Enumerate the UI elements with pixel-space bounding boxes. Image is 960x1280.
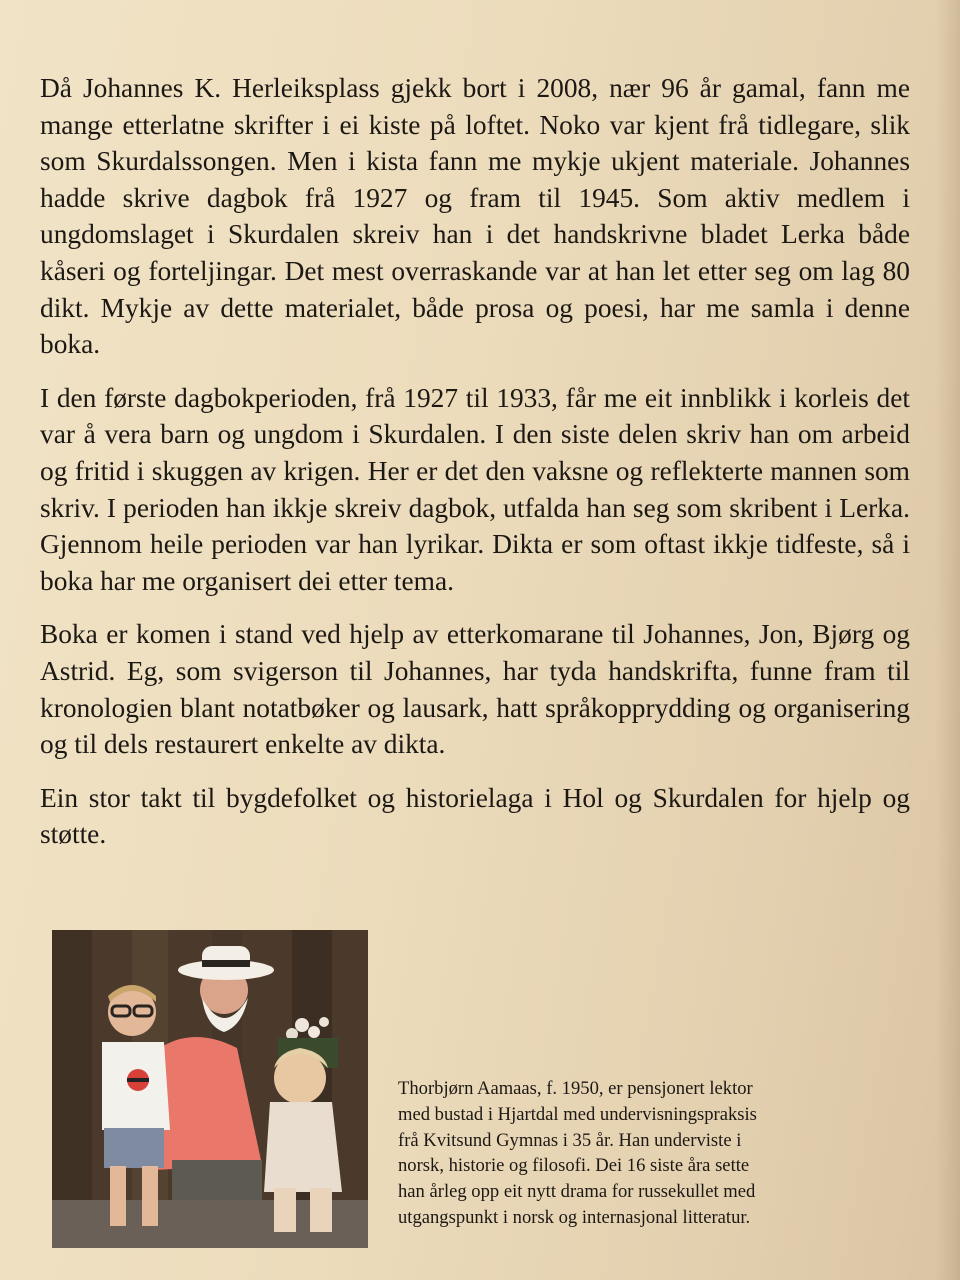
caption-line: han årleg opp eit nytt drama for russekullet med [398, 1181, 756, 1203]
paragraph-acknowledgement-family: Boka er komen i stand ved hjelp av etterkomarane til Johannes, Jon, Bjørg og Astrid. Eg, som svigerson til Johannes, har tyda handskrifta, funne fram til kronologien blant notatbøker og lausark, hatt språkopprydding og organisering og til dels restaurert enkelte av dikta. [40, 619, 910, 760]
blurb-text [40, 70, 910, 870]
caption-line: frå Kvitsund Gymnas i 35 år. Han underviste i [398, 1129, 742, 1151]
paragraph-intro: Då Johannes K. Herleiksplass gjekk bort i 2008, nær 96 år gamal, fann me mange etterlatne skrifter i ei kiste på loftet. Noko var kjent frå tidlegare, slik som Skurdalssongen. Men i kista fann me mykje ukjent materiale. Johannes hadde skrive dagbok frå 1927 og fram til 1945. Som aktiv medlem i ungdomslaget i Skurdalen skreiv han i det handskrivne bladet Lerka både kåseri og forteljingar. Det mest overraskande var at han let etter seg om lag 80 dikt. Mykje av dette materialet, både prosa og poesi, har me samla i denne boka. [40, 73, 910, 360]
author-bio-caption [398, 1076, 868, 1231]
paragraph-diary-periods: I den første dagbokperioden, frå 1927 til 1933, får me eit innblikk i korleis det var å vera barn og ungdom i Skurdalen. I den siste delen skriv han om arbeid og fritid i skuggen av krigen. Her er det den vaksne og reflekterte mannen som skriv. I perioden han ikkje skreiv dagbok, utfalda han seg som skribent i Lerka. Gjennom heile perioden var han lyrikar. Dikta er som oftast ikkje tidfeste, så i boka har me organisert dei etter tema. [40, 382, 910, 596]
caption-line: utgangspunkt i norsk og internasjonal litteratur. [398, 1206, 751, 1228]
caption-line: norsk, historie og filosofi. Dei 16 siste åra sette [398, 1155, 750, 1177]
caption-line: Thorbjørn Aamaas, f. 1950, er pensjonert lektor [398, 1078, 753, 1099]
paragraph-thanks: Ein stor takt til bygdefolket og historielaga i Hol og Skurdalen for hjelp og støtte. [40, 782, 910, 850]
caption-line: med bustad i Hjartdal med undervisningspraksis [398, 1103, 757, 1125]
family-portrait-photo [52, 930, 368, 1248]
author-photo [52, 930, 368, 1248]
